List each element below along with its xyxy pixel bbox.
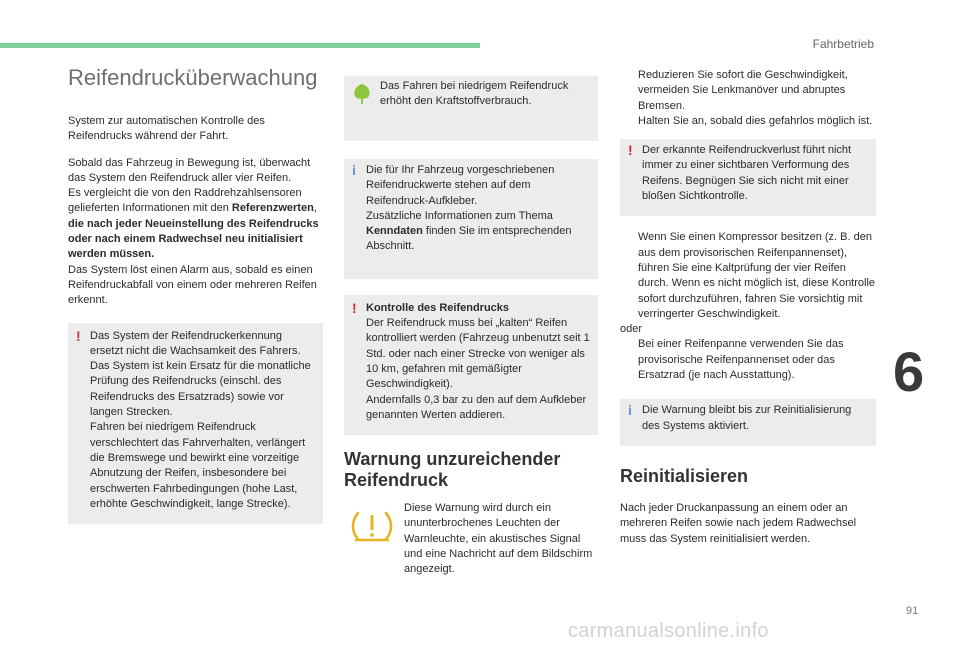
warning-box-visual-check — [620, 139, 876, 216]
info-line-2a: Zusätzliche Informationen zum Thema — [366, 209, 553, 222]
desc-line-1: Sobald das Fahrzeug in Bewegung ist, überwacht das System den Reifendruck aller vier Reifen. — [68, 156, 311, 184]
warning-section-title: Warnung unzureichender Reifendruck — [344, 449, 561, 491]
info-line-1: Die für Ihr Fahrzeug vorgeschriebenen Reifendruckwerte stehen auf dem Reifendruck-Aufkleber. — [366, 164, 555, 207]
reinit-section-title: Reinitialisieren — [620, 465, 749, 486]
check-title: Kontrolle des Reifendrucks — [366, 301, 510, 314]
warning-description-row — [344, 501, 598, 577]
eco-box — [344, 76, 598, 141]
desc-reference-values: Referenzwerten — [231, 202, 314, 215]
header-accent-bar — [0, 43, 480, 48]
info-kenndaten: Kenndaten — [366, 225, 423, 238]
bullet-item — [620, 230, 876, 322]
warning-description-text: Diese Warnung wird durch ein ununterbrochenes Leuchten der Warnleuchte, ein akustisches Signal und eine Nachricht auf dem Bildschirm angezeigt. — [404, 502, 593, 576]
bullet-symbol — [620, 114, 638, 129]
bullet-stop: Halten Sie an, sobald dies gefahrlos möglich ist. — [638, 114, 873, 127]
watermark: carmanualsonline.info — [568, 620, 769, 642]
info-icon: i — [352, 162, 356, 178]
desc-comma: , — [313, 202, 317, 215]
chapter-number: 6 — [893, 340, 925, 403]
bullet-reduce-speed: Reduzieren Sie sofort die Geschwindigkeit, vermeiden Sie Lenkmanöver und abruptes Bremsen. — [638, 69, 848, 112]
warning-exclamation-icon: ! — [352, 299, 357, 316]
tyre-pressure-warning-icon — [350, 509, 394, 543]
visual-check-text: Der erkannte Reifendruckverlust führt nicht immer zu einer sichtbaren Verformung des Reifens. Begnügen Sie sich nicht mit einer bloßen Sichtkontrolle. — [642, 144, 852, 203]
page-number: 91 — [906, 605, 919, 617]
reinit-text: Nach jeder Druckanpassung an einem oder an mehreren Reifen sowie nach jedem Radwechsel muss das System reinitialisiert werden. — [620, 501, 857, 545]
section-name: Fahrbetrieb — [812, 37, 874, 51]
warning-line-2: Das System ist kein Ersatz für die monatliche Prüfung des Reifendrucks (einschl. des Reifendrucks des Ersatzrads) sowie vor langen Strecken. — [90, 360, 311, 419]
bullet-item — [620, 68, 876, 114]
info-box-pressure-values — [344, 159, 598, 279]
bullet-symbol — [620, 68, 638, 114]
column-2 — [344, 76, 598, 578]
bullet-symbol — [620, 230, 638, 322]
system-description — [68, 156, 323, 309]
warning-line-1: Das System der Reifendruckerkennung ersetzt nicht die Wachsamkeit des Fahrers. — [90, 329, 301, 357]
warning-exclamation-icon: ! — [628, 142, 633, 159]
eco-leaf-icon — [350, 82, 374, 109]
warning-active-text: Die Warnung bleibt bis zur Reinitialisierung des Systems aktiviert. — [642, 404, 852, 432]
check-line-1: Der Reifendruck muss bei „kalten“ Reifen kontrolliert werden (Fahrzeug unbenutzt seit 1 Std. oder nach einer Strecke von weniger als 10 km, gefahren mit gemäßigter Geschwindigkeit). — [366, 317, 590, 391]
warning-box-driver-vigilance — [68, 323, 323, 525]
info-icon: i — [628, 402, 632, 419]
info-box-warning-active — [620, 399, 876, 446]
column-3 — [620, 68, 876, 556]
intro-paragraph: System zur automatischen Kontrolle des Reifendrucks während der Fahrt. — [68, 115, 265, 143]
column-1 — [68, 64, 323, 540]
bullet-item — [620, 337, 876, 383]
desc-reinit-note: die nach jeder Neueinstellung des Reifendrucks oder nach einem Radwechsel neu initialisiert werden müssen. — [68, 217, 319, 261]
bullet-repair-kit: Bei einer Reifenpanne verwenden Sie das provisorische Reifenpannenset oder das Ersatzrad (je nach Ausstattung). — [638, 338, 844, 382]
bullet-symbol — [620, 337, 638, 383]
info-line-2b: finden Sie im entsprechenden Abschnitt. — [366, 225, 572, 253]
warning-line-3: Fahren bei niedrigem Reifendruck verschlechtert das Fahrverhalten, verlängert die Bremswege und bewirkt eine vorzeitige Abnutzung der Reifen, insbesondere bei erschwerten Fahrbedingungen (hohe Last, erhöhte Geschwindigkeit, lange Strecke). — [90, 421, 306, 510]
bullet-item — [620, 114, 876, 129]
warning-exclamation-icon: ! — [76, 327, 81, 344]
desc-alarm: Das System löst einen Alarm aus, sobald es einen Reifendruckabfall von einem oder mehreren Reifen erkennt. — [68, 263, 317, 307]
eco-text: Das Fahren bei niedrigem Reifendruck erhöht den Kraftstoffverbrauch. — [380, 80, 569, 108]
info-line-2 — [366, 209, 590, 255]
bullet-compressor: Wenn Sie einen Kompressor besitzen (z. B. den aus dem provisorischen Reifenpannenset), führen Sie eine Kaltprüfung der vier Reifen durch. Wenn es nicht möglich ist, diese Kontrolle sofort durchzuführen, fahren Sie vorsichtig mit verringerter Geschwindigkeit. — [638, 231, 876, 320]
or-text: oder — [620, 323, 643, 336]
warning-box-pressure-check — [344, 295, 598, 435]
check-line-2: Andernfalls 0,3 bar zu den auf dem Aufkleber genannten Werten addieren. — [366, 393, 587, 421]
desc-line-2: Es vergleicht die von den Raddrehzahlsensoren gelieferten Informationen mit den — [68, 187, 302, 215]
page-title: Reifendrucküberwachung — [68, 65, 318, 90]
